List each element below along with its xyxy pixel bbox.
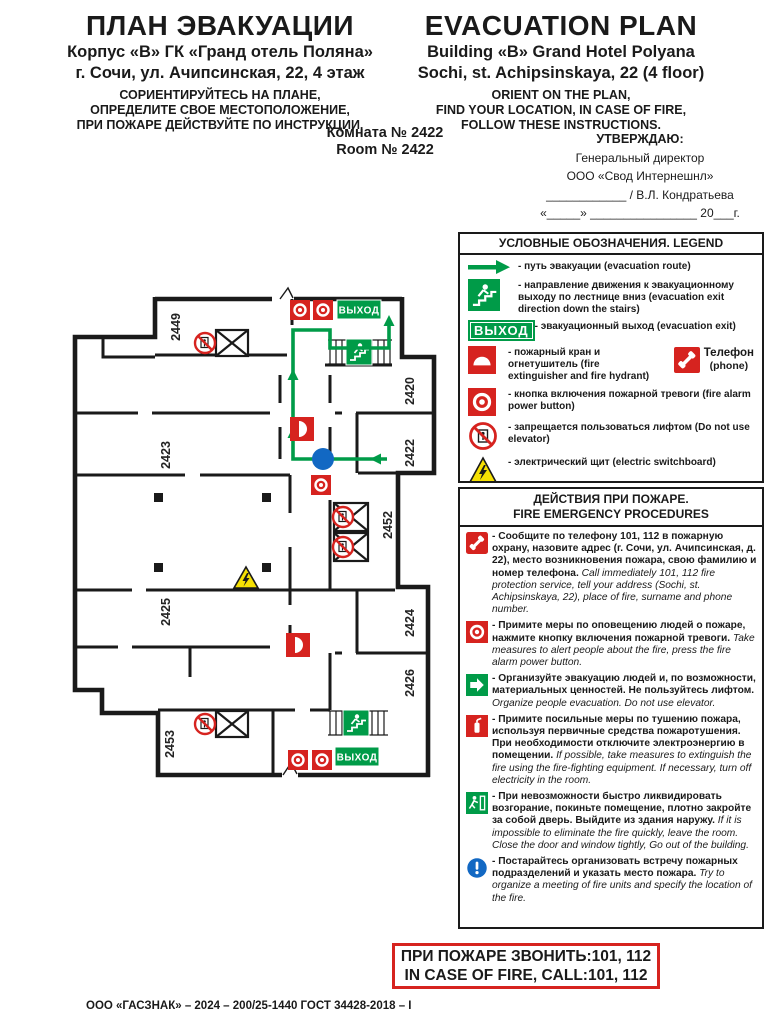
room-label: 2449 <box>169 313 183 341</box>
procedure-ru: - При невозможности быстро ликвидировать возгорание, покиньте помещение, плотно закройте за собой дверь. Выйдите из здания наружу. <box>492 791 752 827</box>
procedure-en: Take measures to alert people about the fire, press the fire alarm power button. <box>492 632 755 669</box>
exit-sign-top <box>337 300 381 319</box>
approval-director: Генеральный директор <box>575 150 705 165</box>
subtitle-en-2: Sochi, st. Achipsinskaya, 22 (4 floor) <box>417 64 705 82</box>
instr-en-2: FIND YOUR LOCATION, IN CASE OF FIRE, <box>435 103 687 117</box>
header-english <box>388 10 734 133</box>
legend-row-electric <box>468 455 756 483</box>
instr-ru-3: ПРИ ПОЖАРЕ ДЕЙСТВУЙТЕ ПО ИНСТРУКЦИИ. <box>76 118 364 132</box>
title-ru: ПЛАН ЭВАКУАЦИИ <box>86 10 354 41</box>
phone-label-wrap <box>704 347 754 373</box>
legend-text: - эвакуационный выход (evacuation exit) <box>534 321 736 333</box>
subtitle-en-1: Building «B» Grand Hotel Polyana <box>427 43 695 61</box>
procedure-en: If it is impossible to eliminate the fire quickly, leave the room. Close the door and window tightly, Go out of the building. <box>492 815 749 851</box>
floor-plan-svg <box>40 285 460 797</box>
procedure-item <box>466 856 757 905</box>
procedures-title <box>460 489 762 527</box>
manufacturer-credit: ООО «ГАСЗНАК» – 2024 – 200/25-1440 ГОСТ 34428-2018 – I <box>86 1000 412 1012</box>
procedure-item <box>466 673 757 710</box>
exit-sign-icon <box>468 319 535 341</box>
legend-phone <box>674 347 754 373</box>
approval-company: ООО «Свод Интернешнл» <box>566 169 714 183</box>
procedure-text <box>492 673 757 710</box>
room-label: 2426 <box>403 669 417 697</box>
exit-sign-top-label: ВЫХОД <box>338 305 380 317</box>
legend-text: - направление движения к эвакуационному выходу по лестнице вниз (evacuation exit direction down the stairs) <box>518 280 734 315</box>
room-label: 2422 <box>403 439 417 467</box>
procedure-ru: - Примите меры по оповещению людей о пожаре, нажмите кнопку включения пожарной тревоги. <box>492 620 746 644</box>
approval-block <box>520 130 760 223</box>
procedure-en: Call immediately 101, 112 fire protection service, tell your address (Sochi, st. Achipsinskaya, 22), place of fire, surname and phone number. <box>492 567 733 616</box>
stairs-down-exit-icon <box>468 278 518 311</box>
exit-sign-bottom-label: ВЫХОД <box>336 752 378 764</box>
instr-ru-2: ОПРЕДЕЛИТЕ СВОЕ МЕСТОПОЛОЖЕНИЕ, <box>90 103 350 117</box>
green-arrow-icon <box>466 673 492 710</box>
subtitle-ru-1: Корпус «В» ГК «Гранд отель Поляна» <box>67 43 373 61</box>
running-man-exit-icon <box>466 791 492 852</box>
procedure-ru: - Примите посильные меры по тушению пожара, используя первичные средства пожаротушения. При необходимости отключите электроэнергию в помещении. <box>492 713 745 762</box>
instr-en-1: ORIENT ON THE PLAN, <box>491 88 631 102</box>
procedures-title-en: FIRE EMERGENCY PROCEDURES <box>513 506 709 521</box>
room-label: 2453 <box>163 730 177 758</box>
fire-hydrant-icon <box>468 345 508 374</box>
procedure-text <box>492 620 757 669</box>
procedure-item <box>466 791 757 852</box>
room-number-ru: Комната № 2422 <box>326 125 444 141</box>
fire-extinguisher-icon <box>466 714 492 787</box>
legend-text: - запрещается пользоваться лифтом (Do not use elevator) <box>508 421 750 445</box>
room-number-en: Room № 2422 <box>336 142 434 158</box>
phone-label: Телефон <box>703 347 754 360</box>
procedure-text <box>492 856 757 905</box>
legend-text: - кнопка включения пожарной тревоги (fire alarm power button) <box>508 388 751 412</box>
instr-ru-1: СОРИЕНТИРУЙТЕСЬ НА ПЛАНЕ, <box>119 88 321 102</box>
legend-text: - пожарный кран и огнетушитель (fire extinguisher and fire hydrant) <box>508 347 650 382</box>
legend-row-route <box>468 259 756 274</box>
procedure-en: Organize people evacuation. Do not use elevator. <box>492 697 716 709</box>
legend-row-alarm <box>468 387 756 416</box>
procedures-title-ru: ДЕЙСТВИЯ ПРИ ПОЖАРЕ. <box>533 492 689 506</box>
fire-alarm-button-icon <box>466 620 492 669</box>
procedure-item <box>466 714 757 787</box>
legend-title: УСЛОВНЫЕ ОБОЗНАЧЕНИЯ. LEGEND <box>460 234 762 255</box>
approval-title: УТВЕРЖДАЮ: <box>596 132 684 146</box>
legend-row-hydrant <box>468 345 756 382</box>
title-en: EVACUATION PLAN <box>424 10 698 41</box>
room-label: 2420 <box>403 377 417 405</box>
route-arrow-left <box>370 454 381 465</box>
room-label: 2424 <box>403 609 417 637</box>
phone-icon <box>674 347 700 373</box>
elevator-icon <box>216 711 248 737</box>
room-number-block <box>300 125 470 159</box>
procedure-en: Try to organize a meeting of fire units and specify the location of the fire. <box>492 868 752 904</box>
legend-box <box>458 232 764 483</box>
procedure-text <box>492 714 757 787</box>
evacuation-route-arrow-icon <box>468 259 518 274</box>
procedure-ru: - Сообщите по телефону 101, 112 в пожарную охрану, назовите адрес (г. Сочи, ул. Ачипсинская, д. 22), место возникновения пожара, свою фамилию и номер телефона. <box>492 531 757 579</box>
elevator-icon <box>216 330 248 356</box>
columns <box>154 493 271 572</box>
no-elevator-icon <box>468 420 508 451</box>
procedure-en: If possible, take measures to extinguish the fire using the fire-fighting equipment. If necessary, turn off electricity in the room. <box>492 750 752 786</box>
legend-row-exit <box>468 319 756 341</box>
emergency-call-ru: ПРИ ПОЖАРЕ ЗВОНИТЬ:101, 112 <box>400 948 652 965</box>
exit-sign-bottom <box>335 747 379 766</box>
you-are-here-dot <box>312 448 334 470</box>
procedure-item <box>466 620 757 669</box>
instr-en-3: FOLLOW THESE INSTRUCTIONS. <box>461 118 661 132</box>
legend-row-stairs <box>468 278 756 315</box>
procedure-text <box>492 791 757 852</box>
procedures-box <box>458 487 764 929</box>
phone-icon <box>466 531 492 616</box>
room-label: 2452 <box>381 511 395 539</box>
info-exclamation-icon <box>466 856 492 905</box>
procedure-text <box>492 531 757 616</box>
procedure-item <box>466 531 757 616</box>
emergency-call-en: IN CASE OF FIRE, CALL:101, 112 <box>404 967 648 984</box>
room-label: 2425 <box>159 598 173 626</box>
legend-text: - путь эвакуации (evacuation route) <box>518 261 691 272</box>
electric-switchboard-icon <box>468 455 508 483</box>
phone-sublabel: (phone) <box>709 360 749 373</box>
room-label: 2423 <box>159 441 173 469</box>
floor-plan <box>40 285 460 797</box>
emergency-call-box <box>392 943 660 989</box>
header-russian <box>52 10 388 133</box>
approval-signature: ____________ / В.Л. Кондратьева <box>546 187 734 202</box>
legend-row-noelevator <box>468 420 756 451</box>
procedure-ru: - Организуйте эвакуацию людей и, по возможности, материальных ценностей. Не пользуйтесь лифтом. <box>492 673 756 697</box>
procedure-ru: - Постарайтесь организовать встречу пожарных подразделений и указать место пожара. <box>492 856 738 880</box>
approval-date: «_____» ________________ 20___г. <box>540 206 740 220</box>
legend-text: - электрический щит (electric switchboard) <box>508 456 716 468</box>
exit-sign-label: ВЫХОД <box>468 320 535 341</box>
fire-alarm-button-icon <box>468 387 508 416</box>
subtitle-ru-2: г. Сочи, ул. Ачипсинская, 22, 4 этаж <box>75 64 365 82</box>
